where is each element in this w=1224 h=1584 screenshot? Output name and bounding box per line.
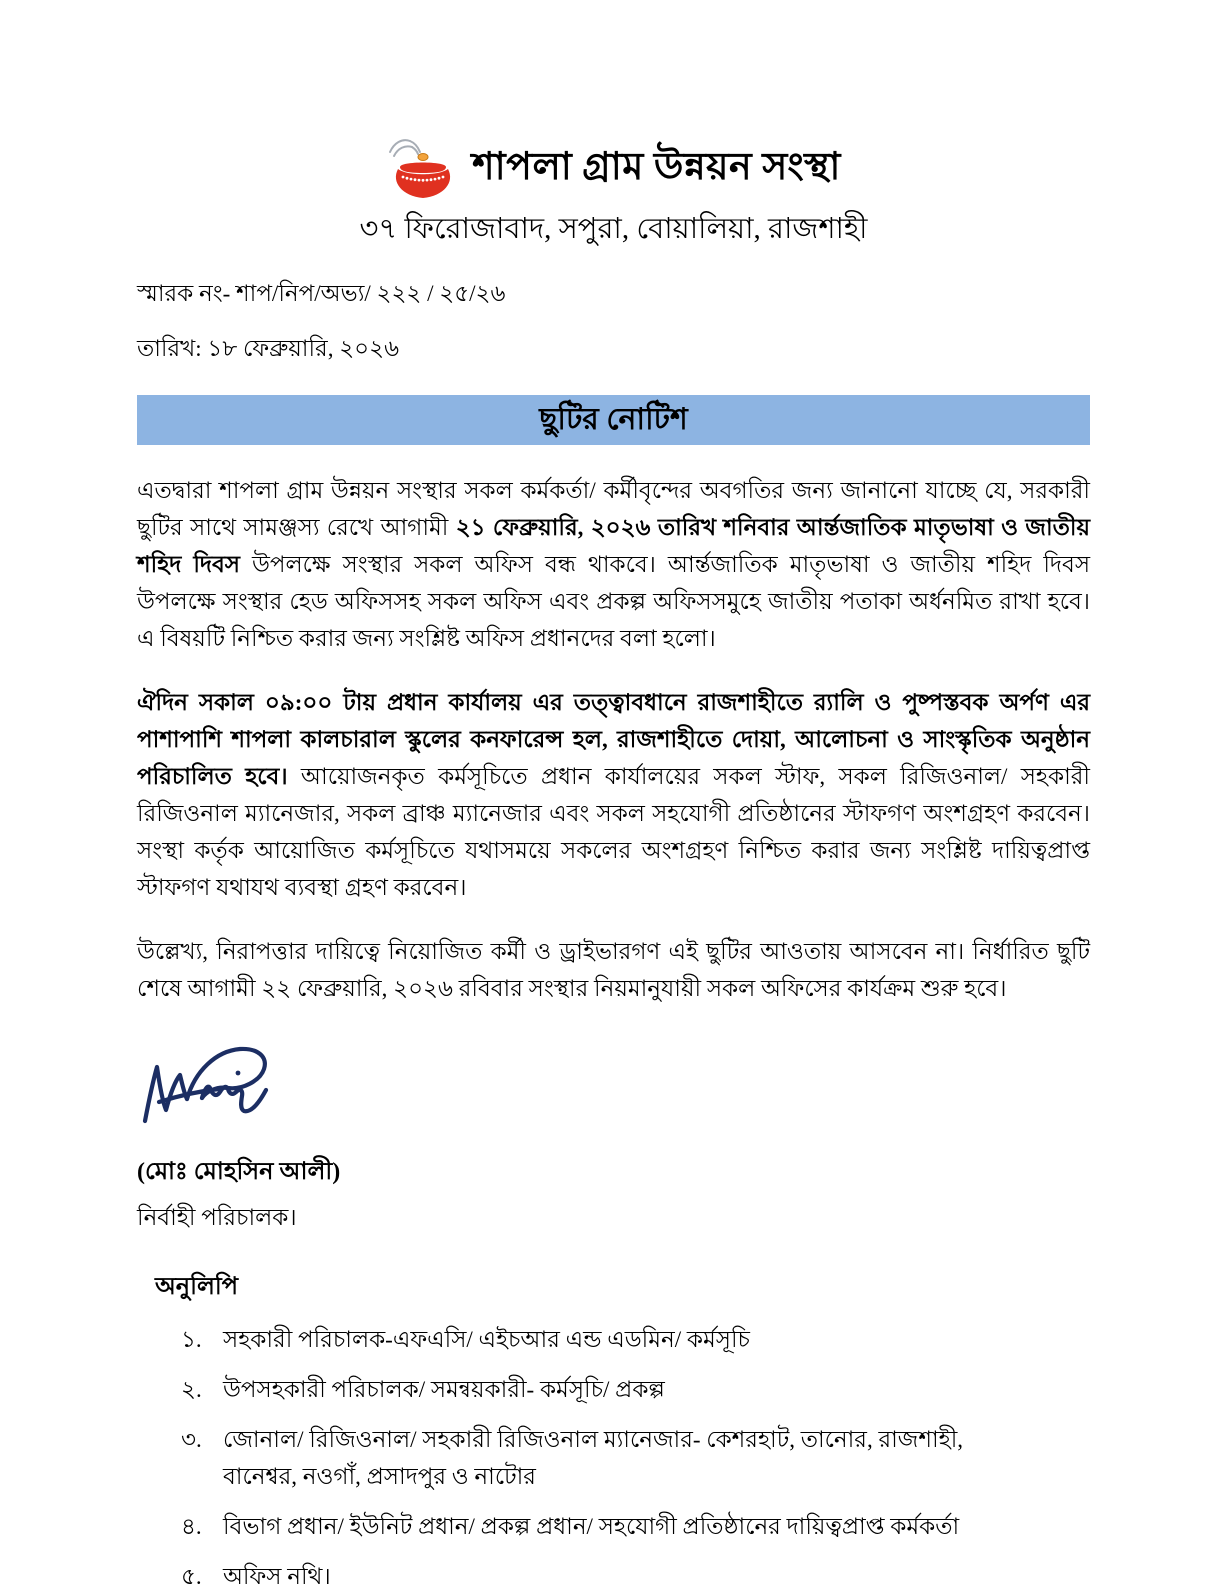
- paragraph-1-text-cont: উপলক্ষে সংস্থার সকল অফিস বন্ধ থাকবে। আর্ন্তজাতিক মাতৃভাষা ও জাতীয় শহিদ দিবস উপলক্ষে সংস্থার হেড অফিসসহ সকল অফিস এবং প্রকল্প অফিসসমুহে জাতীয় পতাকা অর্ধনমিত রাখা হবে। এ বিষয়টি নিশ্চিত করার জন্য সংশ্লিষ্ট অফিস প্রধানদের বলা হলো।: [137, 552, 1091, 651]
- paragraph-1-bold-date: ২১ ফেব্রুয়ারি, ২০২৬ তারিখ শনিবার আর্ন্তজাতিক মাতৃভাষা ও জাতীয় শহিদ দিবস: [137, 515, 1091, 577]
- item-number: ৪.: [181, 1514, 202, 1539]
- org-name: শাপলা গ্রাম উন্নয়ন সংস্থা: [472, 146, 841, 188]
- item-text: জোনাল/ রিজিওনাল/ সহকারী রিজিওনাল ম্যানেজার- কেশরহাট, তানোর, রাজশাহী, বানেশ্বর, নওগাঁ, প্রসাদপুর ও নাটোর: [223, 1427, 964, 1489]
- handwritten-signature: [139, 1043, 304, 1141]
- distribution-list: [155, 1321, 1090, 1584]
- distribution-item: [155, 1371, 1090, 1408]
- distribution-item: [155, 1558, 1090, 1584]
- paragraph-2-text: আয়োজনকৃত কর্মসূচিতে প্রধান কার্যালয়ের সকল স্টাফ, সকল রিজিওনাল/ সহকারী রিজিওনাল ম্যানেজার, সকল ব্রাঞ্চ ম্যানেজার এবং সকল সহযোগী প্রতিষ্ঠানের স্টাফগণ অংশগ্রহণ করবেন। সংস্থা কর্তৃক আয়োজিত কর্মসূচিতে যথাসময়ে সকলের অংশগ্রহণ নিশ্চিত করার জন্য সংশ্লিষ্ট দায়িত্বপ্রাপ্ত স্টাফগণ যথাযথ ব্যবস্থা গ্রহণ করবেন।: [137, 764, 1090, 900]
- item-text: অফিস নথি।: [223, 1564, 331, 1584]
- signature-block: [137, 1043, 1090, 1238]
- notice-title-banner: [137, 395, 1090, 445]
- paragraph-2: [137, 684, 1090, 906]
- item-text: উপসহকারী পরিচালক/ সমন্বয়কারী- কর্মসূচি/ প্রকল্প: [223, 1377, 665, 1402]
- paragraph-2-bold-program: ঐদিন সকাল ০৯:০০ টায় প্রধান কার্যালয় এর তত্ত্বাবধানে রাজশাহীতে র‍্যালি ও পুষ্পস্তবক অর্পণ এর পাশাপাশি শাপলা কালচারাল স্কুলের কনফারেন্স হল, রাজশাহীতে দোয়া, আলোচনা ও সাংস্কৃতিক অনুষ্ঠান পরিচালিত হবে।: [137, 690, 1090, 789]
- distribution-item: [155, 1321, 1090, 1358]
- signatory-name: (মোঃ মোহসিন আলী): [137, 1159, 341, 1185]
- paragraph-1-text: এতদ্বারা শাপলা গ্রাম উন্নয়ন সংস্থার সকল কর্মকর্তা/ কর্মীবৃন্দের অবগতির জন্য জানানো যাচ্ছে যে, সরকারী ছুটির সাথে সামঞ্জস্য রেখে আগামী: [137, 478, 1090, 540]
- item-number: ২.: [181, 1377, 202, 1402]
- item-number: ৫.: [181, 1564, 202, 1584]
- item-text: বিভাগ প্রধান/ ইউনিট প্রধান/ প্রকল্প প্রধান/ সহযোগী প্রতিষ্ঠানের দায়িত্বপ্রাপ্ত কর্মকর্তা: [223, 1514, 960, 1539]
- item-number: ১.: [181, 1327, 202, 1352]
- distribution-item: [155, 1421, 1090, 1495]
- org-title-row: [137, 136, 1090, 202]
- letterhead: [137, 136, 1090, 255]
- org-logo-pot-icon: [386, 136, 460, 202]
- paragraph-3: উল্লেখ্য, নিরাপত্তার দায়িত্বে নিয়োজিত কর্মী ও ড্রাইভারগণ এই ছুটির আওতায় আসবেন না। নির্ধারিত ছুটি শেষে আগামী ২২ ফেব্রুয়ারি, ২০২৬ রবিবার সংস্থার নিয়মানুযায়ী সকল অফিসের কার্যক্রম শুরু হবে।: [137, 939, 1090, 1001]
- org-address: ৩৭ ফিরোজাবাদ, সপুরা, বোয়ালিয়া, রাজশাহী: [359, 213, 868, 245]
- item-number: ৩.: [181, 1427, 202, 1452]
- distribution-item: [155, 1508, 1090, 1545]
- item-text: সহকারী পরিচালক-এফএসি/ এইচআর এন্ড এডমিন/ কর্মসূচি: [223, 1327, 750, 1352]
- memo-date: তারিখ: ১৮ ফেব্রুয়ারি, ২০২৬: [137, 336, 400, 361]
- paragraph-1: [137, 472, 1090, 657]
- notice-title: ছুটির নোটিশ: [539, 402, 688, 436]
- signatory-designation: নির্বাহী পরিচালক।: [137, 1205, 297, 1230]
- distribution-section: [137, 1268, 1090, 1584]
- memo-number: স্মারক নং- শাপ/নিপ/অভ্য/ ২২২ / ২৫/২৬: [137, 281, 506, 306]
- distribution-heading: অনুলিপি: [155, 1274, 239, 1300]
- memo-meta: [137, 275, 1090, 369]
